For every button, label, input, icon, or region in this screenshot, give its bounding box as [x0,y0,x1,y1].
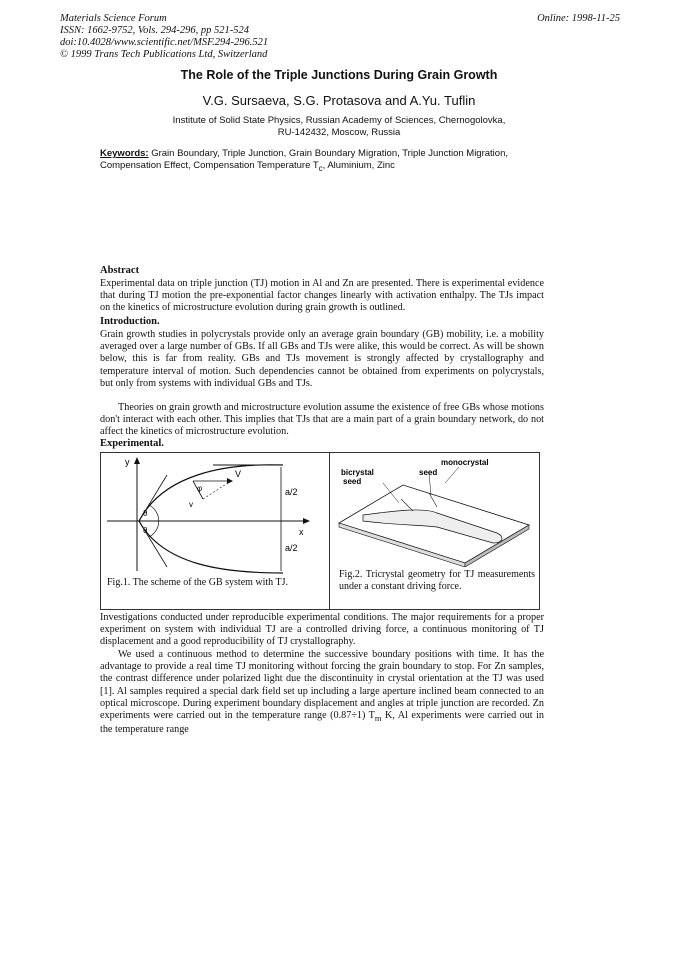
keywords-text: Grain Boundary, Triple Junction, Grain Boundary Migration, Triple Junction Migration, Compensation Effect, Compensation Temperature T [100,148,508,171]
label-theta-1: θ [143,509,148,518]
x-axis-arrow [303,518,310,524]
label-seed-2: seed [419,468,438,477]
affiliation-line-2: RU-142432, Moscow, Russia [277,127,401,138]
label-bicrystal: bicrystal [341,468,374,477]
affiliation-line-1: Institute of Solid State Physics, Russian Academy of Sciences, Chernogolovka, [172,115,506,126]
introduction-heading: Introduction. [100,316,160,327]
figure-divider [329,453,330,609]
introduction-paragraph-2: Theories on grain growth and microstructure evolution assume the existence of free GBs whose motions don't interact with each other. This implies that TJs that are a main part of a grain boundary network, do not affect the kinetics of microstructure evolution. [100,402,544,438]
label-x: x [299,527,304,537]
label-monocrystal: monocrystal [441,458,489,467]
label-seed-1: seed [343,477,362,486]
experimental-subscript-m: m [374,713,382,724]
experimental-paragraph-2 [100,649,544,736]
abstract-heading: Abstract [100,265,140,276]
online-date: Online: 1998-11-25 [537,13,620,24]
introduction-paragraph-1: Grain growth studies in polycrystals provide only an average grain boundary (GB) mobility, i.e. a mobility averaged over a large number of GBs. If all GBs and TJs were alike, this would be correct. As will be shown below, this is far from reality. GBs and TJs movement is strongly affected by crystallography and temperature interval of motion. Such dependencies cannot be obtained from experiments on polycrystals, but only from systems with individual GBs and TJs. [100,329,544,389]
fig1-caption: Fig.1. The scheme of the GB system with TJ. [107,577,289,588]
label-v: v [189,500,193,509]
experimental-paragraph-1: Investigations conducted under reproducible experimental conditions. The major requirements for a proper experiment on system with individual TJ are a controlled driving force, a continuous monitoring of TJ displacement and a good reproducibility of TJ crystallography. [100,612,544,648]
experimental-heading: Experimental. [100,438,164,449]
paper-title: The Role of the Triple Junctions During Grain Growth [180,68,498,82]
gb-curve-lower [139,521,283,573]
gb-curve-upper [139,465,283,521]
experimental-paragraph-2-text: We used a continuous method to determine the successive boundary positions with time. It has the advantage to provide a real time TJ monitoring without forcing the grain boundary to stop. For Zn samples, the contrast difference under polarized light due the discontinuity in crystal orientation at the TJ was used [1]. Al samples required a special dark field set up including a large aperture inclined beam connected to an optical microscope. During experiment boundary displacement and angles at triple junction are recorded. Zn experiments were carried out in the temperature range (0.87÷1) T [100,649,544,722]
keywords-tail: , Aluminium, Zinc [322,160,395,171]
abstract-text: Experimental data on triple junction (TJ) motion in Al and Zn are presented. There is experimental evidence that during TJ motion the pre-exponential factor changes linearly with activation enthalpy. The TJs impact on the kinetics of microstructure evolution during grain growth is outlined. [100,278,544,314]
label-y: y [125,457,130,467]
label-theta-2: θ [143,526,148,535]
label-V: V [235,469,242,479]
figures-box [100,452,540,610]
issn-line: ISSN: 1662-9752, Vols. 294-296, pp 521-524 [60,25,249,36]
keywords-label: Keywords: [100,148,149,159]
experimental-paragraph-2-tail: K, Al experiments were carried out in the temperature range [100,710,545,736]
publication-meta [60,13,620,61]
fig1-diagram [103,455,325,575]
doi-line[interactable]: doi:10.4028/www.scientific.net/MSF.294-296.521 [60,37,269,48]
keywords [100,148,550,175]
authors: V.G. Sursaeva, S.G. Protasova and A.Yu. Tuflin [202,93,476,108]
copyright-line: © 1999 Trans Tech Publications Ltd, Switzerland [60,49,268,60]
fig2-caption: Fig.2. Tricrystal geometry for TJ measurements under a constant driving force. [339,569,535,592]
label-a2-bottom: a/2 [285,543,298,553]
affiliation [0,115,678,139]
y-axis-arrow [134,457,140,464]
label-phi: φ [197,484,203,493]
journal-name: Materials Science Forum [60,13,167,24]
keywords-subscript: c [318,163,323,173]
label-a2-top: a/2 [285,487,298,497]
fig2-diagram [333,455,537,567]
